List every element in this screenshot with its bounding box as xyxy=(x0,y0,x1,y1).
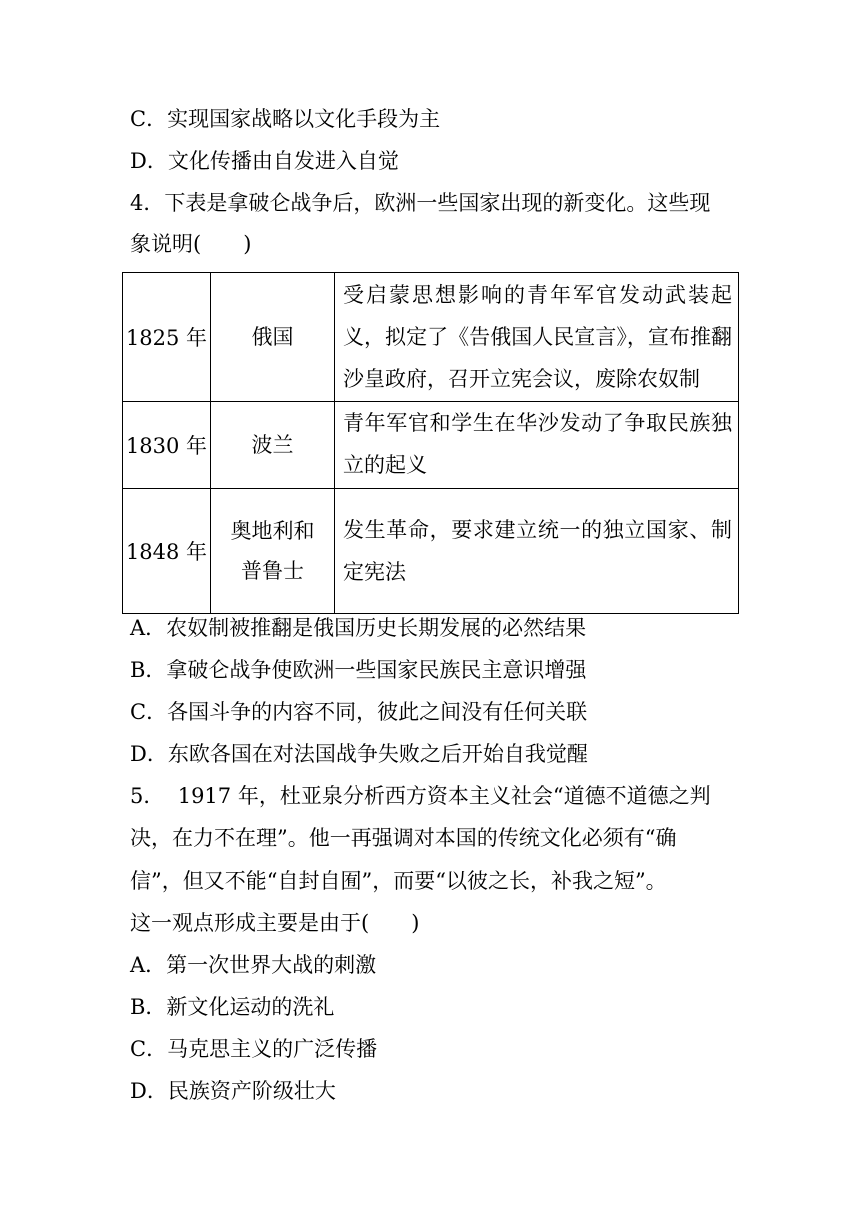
year-cell: 1848 年 xyxy=(123,489,211,614)
table-row xyxy=(123,402,739,489)
table-row xyxy=(123,273,739,402)
description-cell: 受启蒙思想影响的青年军官发动武装起义，拟定了《告俄国人民宣言》，宣布推翻沙皇政府，召开立宪会议，废除农奴制 xyxy=(335,273,739,402)
q5-option-b: B．新文化运动的洗礼 xyxy=(130,995,335,1019)
q3-option-c: C．实现国家战略以文化手段为主 xyxy=(130,107,441,131)
q4-option-c: C．各国斗争的内容不同，彼此之间没有任何关联 xyxy=(130,700,588,724)
q4-option-a: A．农奴制被推翻是俄国历史长期发展的必然结果 xyxy=(130,616,587,640)
q5-stem-line-3: 信”，但又不能“自封自囿”，而要“以彼之长，补我之短”。 xyxy=(130,869,667,893)
country-cell: 俄国 xyxy=(211,273,335,402)
table-row xyxy=(123,489,739,614)
q4-table xyxy=(122,272,739,614)
q5-stem-line-2: 决，在力不在理”。他一再强调对本国的传统文化必须有“确 xyxy=(130,826,677,850)
description-cell: 青年军官和学生在华沙发动了争取民族独立的起义 xyxy=(335,402,739,489)
year-cell: 1825 年 xyxy=(123,273,211,402)
q5-stem-line-4: 这一观点形成主要是由于( ) xyxy=(130,911,420,935)
q5-option-c: C．马克思主义的广泛传播 xyxy=(130,1037,378,1061)
q4-option-b: B．拿破仑战争使欧洲一些国家民族民主意识增强 xyxy=(130,658,587,682)
country-cell: 奥地利和普鲁士 xyxy=(211,489,335,614)
q4-stem-line-1: 4．下表是拿破仑战争后，欧洲一些国家出现的新变化。这些现 xyxy=(130,191,711,215)
country-cell: 波兰 xyxy=(211,402,335,489)
description-cell: 发生革命，要求建立统一的独立国家、制定宪法 xyxy=(335,489,739,614)
q3-option-d: D．文化传播由自发进入自觉 xyxy=(130,149,399,173)
q5-option-d: D．民族资产阶级壮大 xyxy=(130,1079,336,1103)
year-cell: 1830 年 xyxy=(123,402,211,489)
q4-option-d: D．东欧各国在对法国战争失败之后开始自我觉醒 xyxy=(130,742,588,766)
q4-stem-line-2: 象说明( ) xyxy=(130,232,252,256)
q5-stem-line-1: 5． 1917 年，杜亚泉分析西方资本主义社会“道德不道德之判 xyxy=(130,784,711,808)
q5-option-a: A．第一次世界大战的刺激 xyxy=(130,953,377,977)
